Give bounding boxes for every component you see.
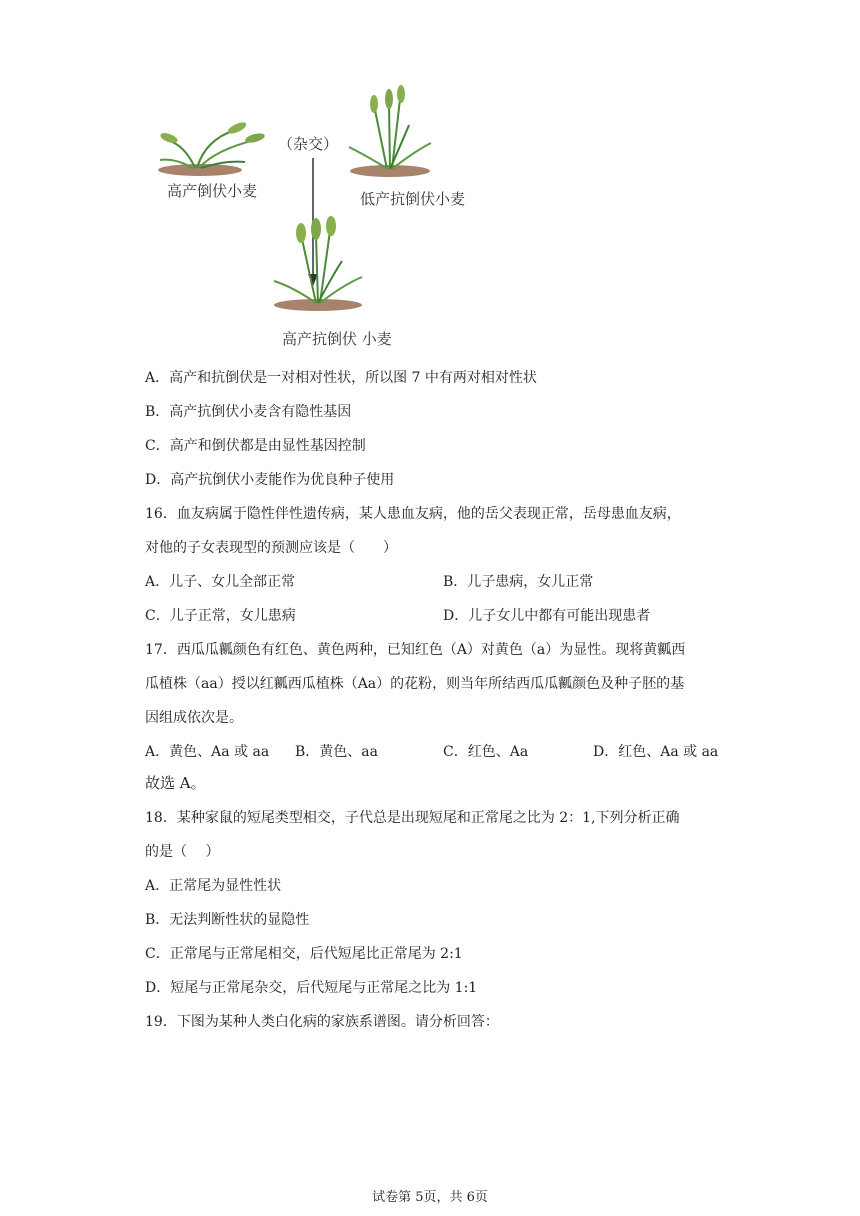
cross-label: （杂交） [278, 135, 339, 153]
q17-stem-line1: 17．西瓜瓜瓤颜色有红色、黄色两种，已知红色（A）对黄色（a）为显性。现将黄瓤西 [145, 642, 686, 658]
wheat-plant-right-image [345, 85, 435, 180]
q17-option-a: A．黄色、Aa 或 aa [145, 744, 270, 760]
left-plant-label: 高产倒伏小麦 [167, 182, 258, 200]
q18-option-b: B．无法判断性状的显隐性 [145, 912, 310, 928]
q17-stem-line2: 瓜植株（aa）授以红瓤西瓜植株（Aa）的花粉，则当年所结西瓜瓜瓤颜色及种子胚的基 [145, 676, 685, 692]
q18-stem-line1: 18．某种家鼠的短尾类型相交，子代总是出现短尾和正常尾之比为 2：1,下列分析正确 [145, 810, 680, 826]
q17-stem-line3: 因组成依次是。 [145, 710, 243, 726]
q16-option-d: D．儿子女儿中都有可能出现患者 [443, 608, 651, 624]
page-footer: 试卷第 5页，共 6页 [372, 1190, 488, 1205]
q16-option-a: A．儿子、女儿全部正常 [145, 574, 296, 590]
q15-option-d: D．高产抗倒伏小麦能作为优良种子使用 [145, 472, 395, 488]
q15-option-a: A．高产和抗倒伏是一对相对性状，所以图 7 中有两对相对性状 [145, 370, 537, 386]
right-plant-label: 低产抗倒伏小麦 [360, 190, 466, 208]
q17-option-d: D．红色、Aa 或 aa [593, 744, 719, 760]
q18-option-d: D．短尾与正常尾杂交，后代短尾与正常尾之比为 1:1 [145, 980, 478, 996]
result-plant-label: 高产抗倒伏 小麦 [282, 330, 392, 348]
q17-answer: 故选 A。 [145, 774, 206, 792]
q16-stem-line1: 16．血友病属于隐性伴性遗传病，某人患血友病，他的岳父表现正常，岳母患血友病， [145, 506, 681, 522]
q15-option-c: C．高产和倒伏都是由显性基因控制 [145, 438, 366, 454]
q18-stem-line2: 的是（ ） [145, 844, 220, 860]
q16-option-b: B．儿子患病，女儿正常 [443, 574, 594, 590]
wheat-plant-left-image [155, 110, 265, 180]
q17-option-b: B．黄色、aa [295, 744, 378, 760]
q15-option-b: B．高产抗倒伏小麦含有隐性基因 [145, 404, 352, 420]
q19-stem-line1: 19．下图为某种人类白化病的家族系谱图。请分析回答： [145, 1014, 499, 1030]
q16-option-c: C．儿子正常，女儿患病 [145, 608, 296, 624]
cross-diagram [150, 80, 490, 360]
q17-option-c: C．红色、Aa [443, 744, 529, 760]
q18-option-c: C．正常尾与正常尾相交，后代短尾比正常尾为 2:1 [145, 946, 463, 962]
wheat-plant-result-image [268, 215, 368, 315]
q18-option-a: A．正常尾为显性性状 [145, 878, 282, 894]
q16-stem-line2: 对他的子女表现型的预测应该是（ ） [145, 540, 397, 556]
